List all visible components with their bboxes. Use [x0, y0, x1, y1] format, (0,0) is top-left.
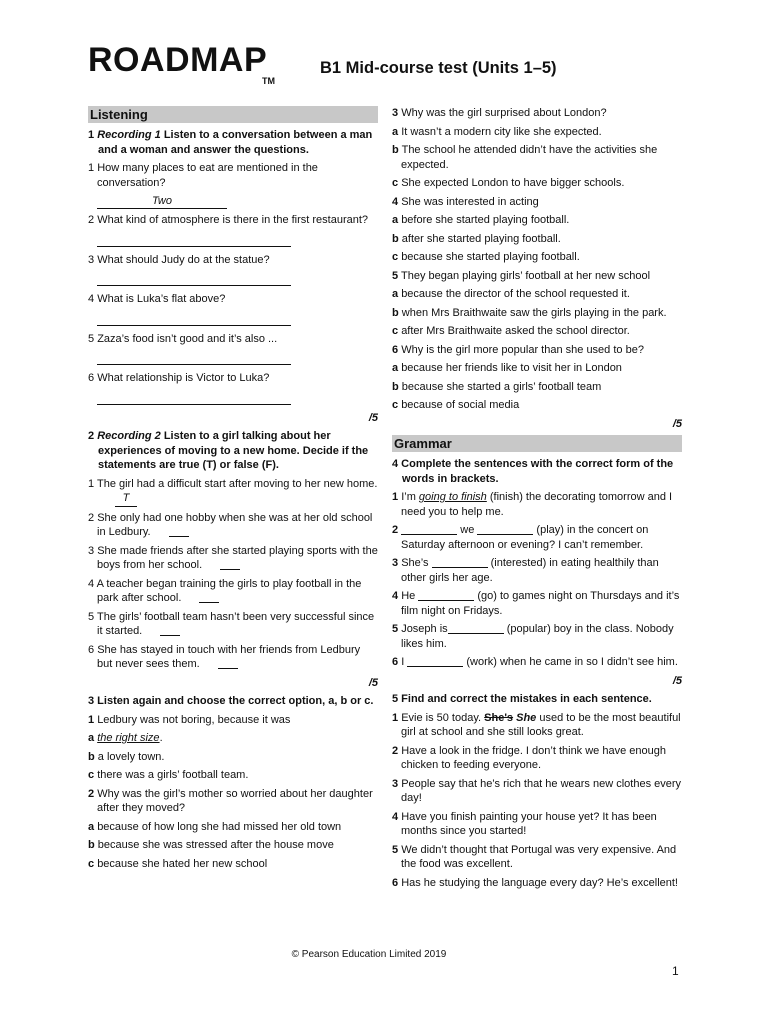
question: 2 What kind of atmosphere is there in the first restaurant? — [88, 214, 369, 226]
score-box: /5 — [672, 417, 682, 430]
answer-field[interactable] — [97, 390, 291, 405]
gap-fill-item: 5 Joseph is (popular) boy in the class. Nobody likes him. — [392, 623, 674, 650]
question: 4 She was interested in acting — [392, 195, 539, 208]
option-a[interactable]: a It wasn’t a modern city like she expected. — [392, 125, 602, 138]
answer-field[interactable] — [97, 350, 291, 365]
question: 5 Zaza’s food isn’t good and it’s also ... — [88, 332, 278, 345]
correction-item: 3 People say that he’s rich that he wears new clothes every day! — [392, 777, 682, 804]
option-b[interactable]: b when Mrs Braithwaite saw the girls playing in the park. — [392, 306, 667, 319]
exercise-3-instruction: 3 Listen again and choose the correct option, a, b or c. — [88, 695, 374, 707]
option-c[interactable]: c because she started playing football. — [392, 251, 580, 263]
true-false-item: 3 She made friends after she started playing sports with the boys from her school. — [88, 544, 378, 571]
right-column — [392, 106, 682, 894]
option-c[interactable]: c because of social media — [392, 399, 520, 411]
gap-fill-item: 4 He (go) to games night on Thursdays and it’s film night on Fridays. — [392, 590, 680, 617]
correction-item: 2 Have a look in the fridge. I don’t think we have enough chicken to feeding everyone. — [392, 744, 666, 771]
trademark: TM — [262, 76, 275, 86]
question: 6 Why is the girl more popular than she used to be? — [392, 343, 644, 356]
score-box: /5 — [672, 674, 682, 687]
answer-field[interactable] — [97, 311, 291, 326]
option-b[interactable]: b a lovely town. — [88, 750, 165, 763]
option-c[interactable]: c because she hated her new school — [88, 857, 268, 870]
answer-field[interactable] — [97, 232, 291, 247]
gap-fill-item: 1 I’m going to finish (finish) the decorating tomorrow and I need you to help me. — [392, 491, 673, 518]
answer-field[interactable]: Two — [97, 194, 227, 209]
answer-field[interactable] — [97, 271, 291, 286]
question: 1 How many places to eat are mentioned in the conversation? — [88, 162, 318, 189]
option-c[interactable]: c after Mrs Braithwaite asked the school director. — [392, 325, 630, 337]
left-column — [88, 106, 378, 875]
gap-fill-item: 3 She’s (interested) in eating healthily than other girls her age. — [392, 557, 659, 584]
answer-field[interactable] — [220, 558, 240, 570]
option-b[interactable]: b because she was stressed after the house move — [88, 839, 334, 851]
option-a[interactable]: a because of how long she had missed her old town — [88, 820, 342, 833]
answer-field[interactable] — [418, 589, 474, 601]
true-false-item: 6 She has stayed in touch with her friends from Ledbury but never sees them. — [88, 643, 361, 670]
question: 3 Why was the girl surprised about London? — [392, 107, 607, 119]
option-a[interactable]: a because her friends like to visit her in London — [392, 362, 622, 374]
question: 4 What is Luka’s flat above? — [88, 293, 226, 305]
page-number: 1 — [672, 964, 679, 978]
brand-logo: ROADMAP — [88, 41, 268, 79]
option-b[interactable]: b because she started a girls’ football team — [392, 380, 602, 393]
answer-field[interactable] — [169, 525, 189, 537]
correction-item: 6 Has he studying the language every day? He’s excellent! — [392, 876, 678, 889]
question: 6 What relationship is Victor to Luka? — [88, 372, 270, 384]
option-b[interactable]: b The school he attended didn’t have the activities she expected. — [392, 144, 658, 171]
test-title: B1 Mid-course test (Units 1–5) — [320, 59, 557, 77]
correction-item: 4 Have you finish painting your house yet? It has been months since you started! — [392, 810, 657, 837]
exercise-2-instruction: 2 Recording 2 Listen to a girl talking about her experiences of moving to a new home. Decide if the statements are true (T) or false (F). — [88, 430, 369, 471]
true-false-item: 2 She only had one hobby when she was at her old school in Ledbury. — [88, 511, 373, 538]
question: 5 They began playing girls’ football at her new school — [392, 269, 651, 282]
section-heading-listening: Listening — [88, 106, 378, 123]
true-false-item: 4 A teacher began training the girls to play football in the park after school. — [88, 577, 362, 604]
option-b[interactable]: b after she started playing football. — [392, 232, 561, 245]
exercise-4-instruction: 4 Complete the sentences with the correct form of the words in brackets. — [392, 458, 674, 485]
section-heading-grammar: Grammar — [392, 435, 682, 452]
answer-field[interactable] — [218, 657, 238, 669]
option-a[interactable]: a because the director of the school requested it. — [392, 288, 630, 300]
exercise-5-instruction: 5 Find and correct the mistakes in each sentence. — [392, 693, 652, 705]
exercise-1-instruction: 1 Recording 1 Listen to a conversation between a man and a woman and answer the questions. — [88, 129, 373, 156]
question: 3 What should Judy do at the statue? — [88, 253, 270, 266]
gap-fill-item: 6 I (work) when he came in so I didn’t see him. — [392, 656, 678, 668]
question: 1 Ledbury was not boring, because it was — [88, 713, 291, 726]
score-box: /5 — [368, 676, 378, 689]
true-false-item: 1 The girl had a difficult start after moving to her new home.T — [88, 477, 378, 507]
correction-item: 5 We didn’t thought that Portugal was very expensive. And the food was excellent. — [392, 843, 677, 870]
true-false-item: 5 The girls’ football team hasn’t been very successful since it started. — [88, 610, 375, 637]
answer-field[interactable] — [160, 624, 180, 636]
option-c[interactable]: c She expected London to have bigger schools. — [392, 177, 625, 189]
score-box: /5 — [368, 411, 378, 424]
gap-fill-item: 2 we (play) in the concert on Saturday afternoon or evening? I can’t remember. — [392, 524, 649, 551]
option-c[interactable]: c there was a girls’ football team. — [88, 769, 249, 781]
correction-item: 1 Evie is 50 today. She's She used to be the most beautiful girl at school and she still looks great. — [392, 711, 681, 738]
question: 2 Why was the girl’s mother so worried about her daughter after they moved? — [88, 787, 373, 814]
answer-field[interactable] — [477, 523, 533, 535]
answer-field[interactable] — [407, 655, 463, 667]
option-a[interactable]: a before she started playing football. — [392, 214, 570, 226]
option-a[interactable]: a the right size. — [88, 732, 163, 744]
answer-field[interactable] — [401, 523, 457, 535]
copyright-footer: © Pearson Education Limited 2019 — [291, 949, 447, 960]
answer-field[interactable] — [432, 556, 488, 568]
answer-field[interactable] — [199, 591, 219, 603]
answer-field[interactable] — [448, 622, 504, 634]
answer-field[interactable]: T — [115, 491, 137, 507]
